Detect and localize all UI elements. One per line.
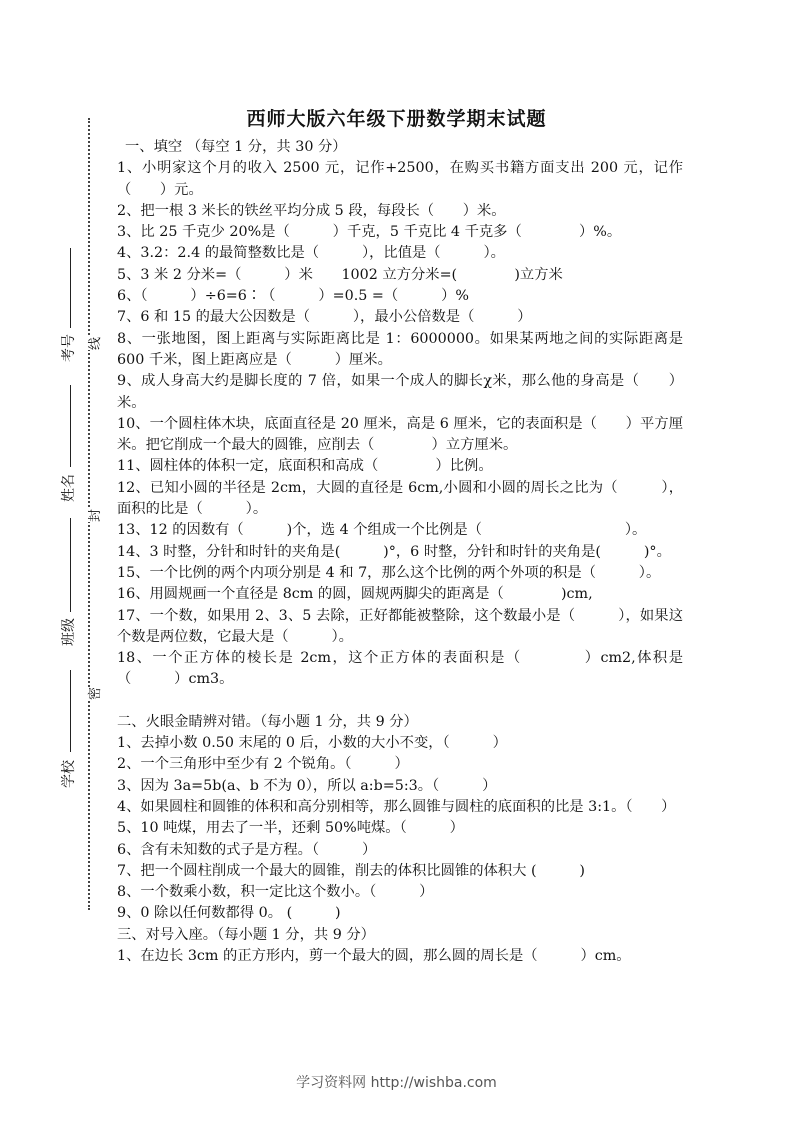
- question-item: 4、3.2：2.4 的最简整数比是（ ），比值是（ ）。: [117, 245, 505, 262]
- question-item: 10、一个圆柱体木块，底面直径是 20 厘米，高是 6 厘米，它的表面积是（ ）平方厘米。把它削成一个最大的圆锥，应削去（ ）立方厘米。: [117, 415, 683, 454]
- question-item: 16、用圆规画一个直径是 8cm 的圆，圆规两脚尖的距离是（ )cm,: [117, 586, 593, 603]
- question-item: 18、一个正方体的棱长是 2cm，这个正方体的表面积是（ ）cm2,体积是（ ）cm3。: [117, 650, 683, 688]
- question-item: 12、已知小圆的半径是 2cm，大圆的直径是 6cm,小圆和小圆的周长之比为（ ），面积的比是（ ）。: [117, 479, 683, 518]
- question-item: 3、因为 3a=5b(a、b 不为 0），所以 a:b=5:3。（ ）: [117, 777, 497, 794]
- binding-margin: [0, 0, 110, 1000]
- question-item: 6、含有未知数的式子是方程。（ ）: [117, 841, 377, 858]
- section-heading: 二、火眼金睛辨对错。（每小题 1 分，共 9 分）: [117, 713, 418, 730]
- question-item: 6、（ ）÷6=6∶（ ）=0.5 =（ ）%: [117, 288, 469, 305]
- question-item: 7、把一个圆柱削成一个最大的圆锥，削去的体积比圆锥的体积大 ( ): [117, 862, 585, 879]
- seal-mark-mi: 密: [84, 687, 103, 700]
- binding-field-exam-no: [70, 248, 71, 328]
- question-item: 8、一张地图，图上距离与实际距离比是 1：6000000。如果某两地之间的实际距离是 600 千米，图上距离应是（ ）厘米。: [117, 330, 683, 368]
- question-item: 1、小明家这个月的收入 2500 元，记作+2500，在购买书籍方面支出 200 元，记作（ ）元。: [117, 160, 683, 198]
- section-spacer: [117, 691, 683, 712]
- question-item: 8、一个数乘小数，积一定比这个数小。（ ）: [117, 884, 434, 901]
- binding-field-school: [70, 670, 71, 752]
- seal-mark-xian: 线: [84, 337, 103, 350]
- binding-label-school: 学校: [61, 760, 77, 788]
- binding-field-class: [70, 518, 71, 612]
- question-item: 1、去掉小数 0.50 末尾的 0 后，小数的大小不变，（ ）: [117, 735, 507, 752]
- question-item: 17、一个数，如果用 2、3、5 去除，正好都能被整除，这个数最小是（ ），如果这个数是两位数，它最大是（ ）。: [117, 607, 683, 645]
- question-item: 1、在边长 3cm 的正方形内，剪一个最大的圆，那么圆的周长是（ ）cm。: [117, 947, 631, 964]
- binding-label-exam-no: 考号: [61, 334, 77, 362]
- question-item: 11、圆柱体的体积一定，底面积和高成（ ）比例。: [117, 458, 493, 475]
- binding-label-name: 姓名: [61, 474, 77, 502]
- question-item: 9、成人身高大约是脚长度的 7 倍，如果一个成人的脚长χ米，那么他的身高是（ ）米。: [117, 373, 683, 411]
- page-title: 西师大版六年级下册数学期末试题: [246, 108, 547, 130]
- binding-field-name: [70, 385, 71, 467]
- exam-content: [117, 137, 683, 967]
- question-item: 14、3 时整，分针和时针的夹角是( )°，6 时整，分针和时针的夹角是( )°。: [117, 543, 671, 560]
- binding-label-class: 班级: [61, 618, 77, 646]
- seal-mark-feng: 封: [84, 509, 103, 522]
- question-item: 15、一个比例的两个内项分别是 4 和 7，那么这个比例的两个外项的积是（ ）。: [117, 564, 661, 581]
- question-item: 5、10 吨煤，用去了一半，还剩 50%吨煤。（ ）: [117, 820, 464, 837]
- question-item: 7、6 和 15 的最大公因数是（ ），最小公倍数是（ ）: [117, 309, 532, 326]
- question-item: 2、一个三角形中至少有 2 个锐角。（ ）: [117, 756, 409, 773]
- section-heading: 三、对号入座。（每小题 1 分，共 9 分）: [117, 926, 375, 943]
- question-item: 9、0 除以任何数都得 0。 ( ): [117, 905, 341, 922]
- question-item: 3、比 25 千克少 20%是（ ）千克，5 千克比 4 千克多（ ）%。: [117, 224, 622, 241]
- question-item: 5、3 米 2 分米=（ ）米 1002 立方分米=( )立方米: [117, 266, 563, 283]
- footer-watermark: 学习资料网 http://wishba.com: [296, 1075, 497, 1091]
- question-item: 13、12 的因数有（ )个，选 4 个组成一个比例是（ ）。: [117, 522, 647, 539]
- question-item: 2、把一根 3 米长的铁丝平均分成 5 段，每段长（ ）米。: [117, 202, 506, 219]
- question-item: 4、如果圆柱和圆锥的体积和高分别相等，那么圆锥与圆柱的底面积的比是 3:1。（ ）: [117, 798, 676, 815]
- section-heading: 一、填空 （每空 1 分，共 30 分）: [125, 139, 347, 155]
